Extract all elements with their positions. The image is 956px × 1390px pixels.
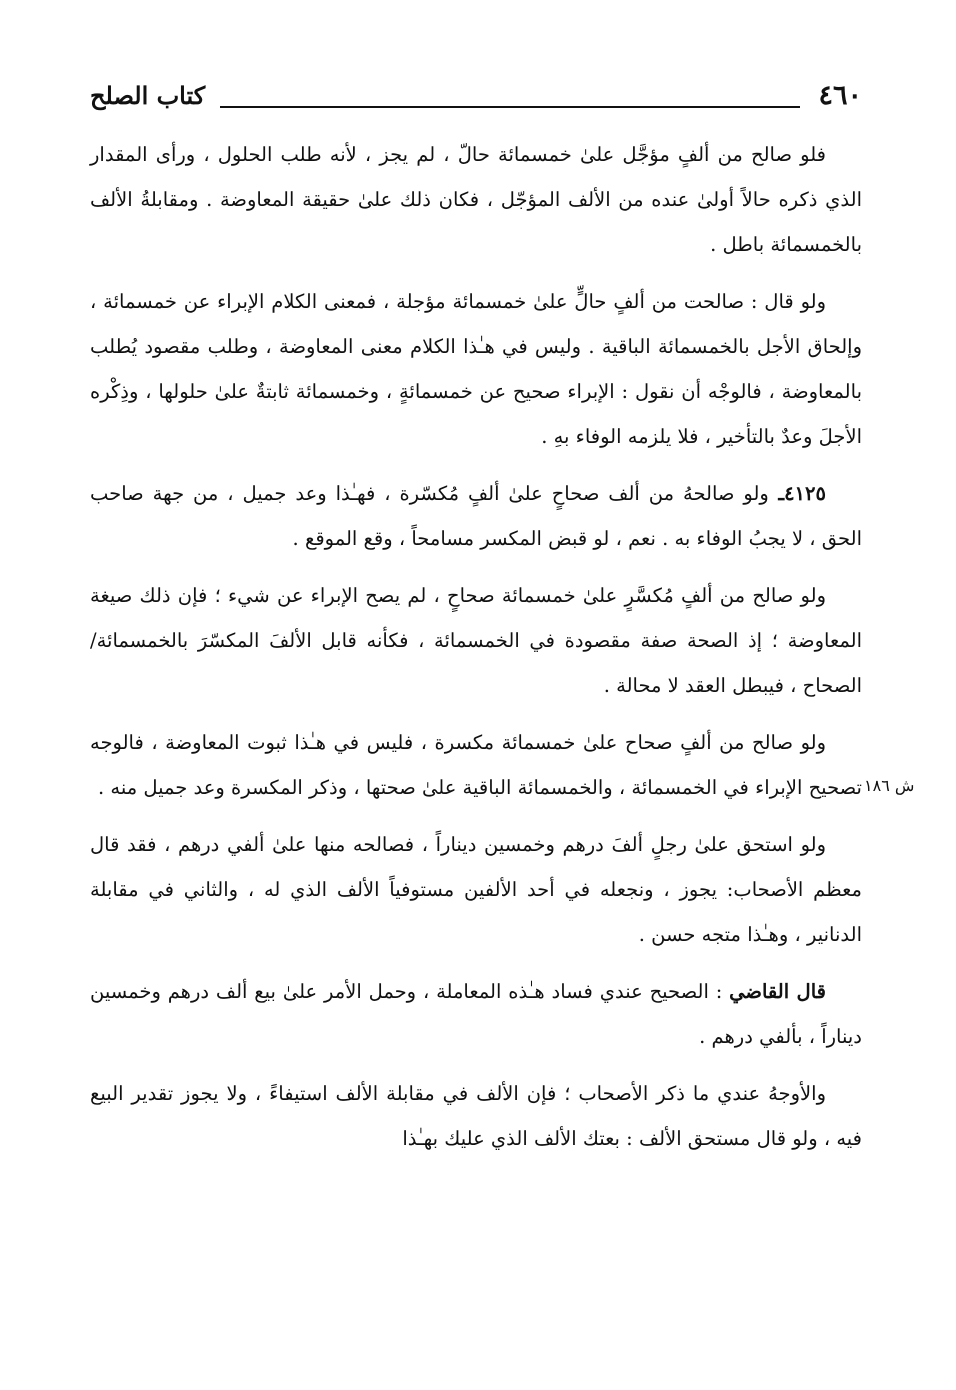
page-number: ٤٦٠ <box>818 80 862 111</box>
paragraph <box>90 822 862 957</box>
margin-folio-note: ش ١٨٦ <box>864 776 915 795</box>
paragraph <box>90 720 862 810</box>
paragraph-number-dash: ـ <box>768 482 785 505</box>
paragraph-text: : الصحيح عندي فساد هـٰذه المعاملة ، وحمل الأمر علىٰ بيع ألف درهم وخمسين ديناراً ، بألفي درهم . <box>90 980 862 1048</box>
header-rule <box>220 106 800 108</box>
paragraph <box>90 1071 862 1161</box>
paragraph-text: فلو صالح من ألفٍ مؤجَّل علىٰ خمسمائة حالّ ، لم يجز ، لأنه طلب الحلول ، ورأى المقدار الذي ذكره حالاً أولىٰ عنده من الألف المؤجّل ، فكان ذلك علىٰ حقيقة المعاوضة . ومقابلةُ الألف بالخمسمائة باطل . <box>90 143 862 256</box>
paragraph-text: ولو صالحهُ من ألف صحاحٍ علىٰ ألفٍ مُكسّرة ، فهـٰذا وعد جميل ، من جهة صاحب الحق ، لا يجبُ الوفاء به . نعم ، لو قبض المكسر مسامحاً ، وقع الموقع . <box>90 482 862 550</box>
paragraph <box>90 969 862 1059</box>
paragraph-text: ولو صالح من ألفٍ صحاح علىٰ خمسمائة مكسرة ، فليس في هـٰذا ثبوت المعاوضة ، فالوجه تصحيح الإبراء في الخمسمائة ، والخمسمائة الباقية علىٰ صحتها ، وذكر المكسرة وعد جميل منه . <box>90 731 862 799</box>
paragraph-text: والأوجهُ عندي ما ذكر الأصحاب ؛ فإن الألف في مقابلة الألف استيفاءً ، ولا يجوز تقدير البيع فيه ، ولو قال مستحق الألف : بعتك الألف الذي عليك بهـٰذا <box>90 1082 862 1150</box>
paragraph <box>90 471 862 561</box>
paragraph <box>90 279 862 459</box>
page-header <box>90 78 862 118</box>
paragraph-text: ولو صالح من ألفٍ مُكسَّرٍ علىٰ خمسمائة صحاحٍ ، لم يصح الإبراء عن شيء ؛ فإن ذلك صيغة المعاوضة ؛ إذ الصحة صفة مقصودة في الخمسمائة ، فكأنه قابل الألفَ المكسّرَ بالخمسمائة/ الصحاح ، فيبطل العقد لا محالة . <box>90 584 862 697</box>
running-title: كتاب الصلح <box>90 81 206 110</box>
paragraph <box>90 573 862 708</box>
paragraph <box>90 132 862 267</box>
page-body <box>90 132 862 1173</box>
paragraph-lead: قال القاضي <box>729 980 826 1003</box>
paragraph-text: ولو قال : صالحت من ألفٍ حالٍّ علىٰ خمسمائة مؤجلة ، فمعنى الكلام الإبراء عن خمسمائة ، وإلحاق الأجل بالخمسمائة الباقية . وليس في هـٰذا الكلام معنى المعاوضة ، وطلب مقصود يُطلب بالمعاوضة ، فالوجْه أن نقول : الإبراء صحيح عن خمسمائةٍ ، وخمسمائة ثابتةٌ علىٰ حلولها ، وذِكْره الأجلَ وعدٌ بالتأخير ، فلا يلزمه الوفاء بهِ . <box>90 290 862 448</box>
paragraph-text: ولو استحق علىٰ رجلٍ ألفَ درهم وخمسين ديناراً ، فصالحه منها علىٰ ألفي درهم ، فقد قال معظم الأصحاب: يجوز ، ونجعله في أحد الألفين مستوفياً الألف الذي له ، والثاني في مقابلة الدنانير ، وهـٰذا متجه حسن . <box>90 833 862 946</box>
paragraph-number: ٤١٢٥ <box>784 482 826 505</box>
